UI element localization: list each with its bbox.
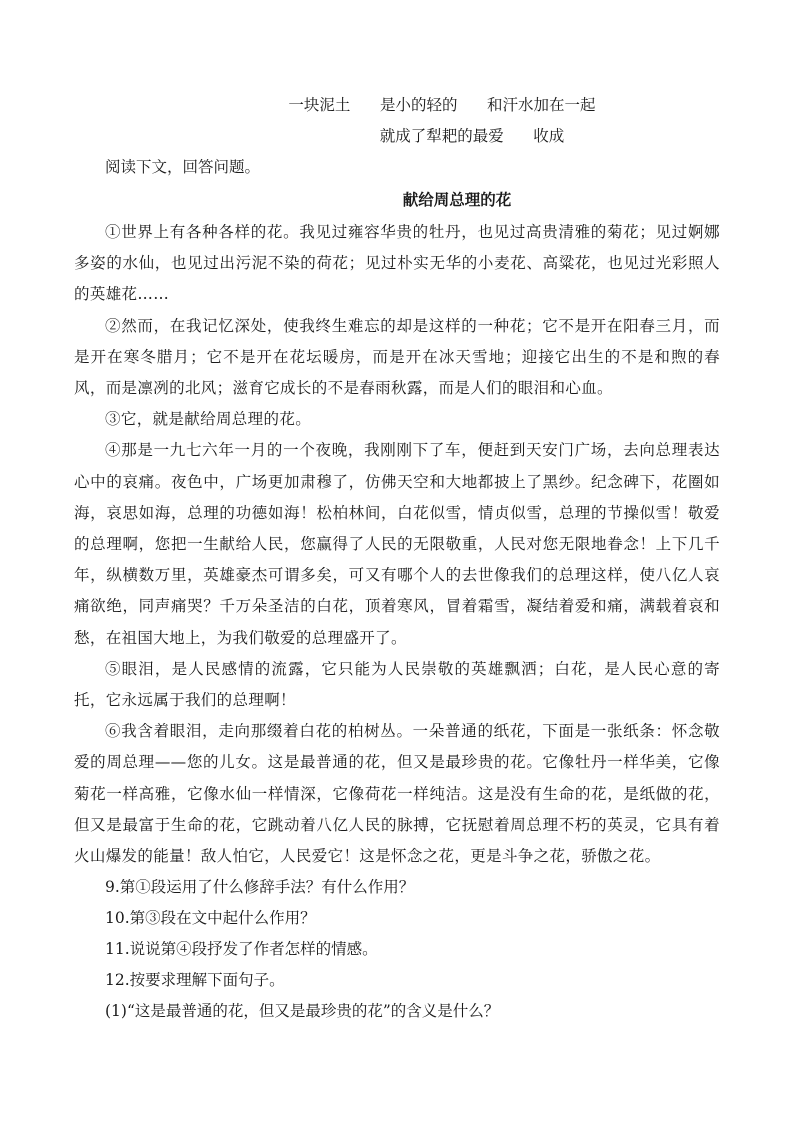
question-9: 9.第①段运用了什么修辞手法？有什么作用？ xyxy=(105,878,415,897)
paragraph-3: ③它，就是献给周总理的花。 xyxy=(105,410,312,429)
paragraph-1: ①世界上有各种各样的花。我见过雍容华贵的牡丹，也见过高贵清雅的菊花；见过婀娜多姿的水仙，也见过出污泥不染的荷花；见过朴实无华的小麦花、高粱花，也见过光彩照人的英雄花…… xyxy=(74,223,720,304)
paragraph-6: ⑥我含着眼泪，走向那缀着白花的柏树丛。一朵普通的纸花，下面是一张纸条：怀念敬爱的周总理——您的儿女。这是最普通的花，但又是最珍贵的花。它像牡丹一样华美，它像菊花一样高雅，它像水仙一样情深，它像荷花一样纯洁。这是没有生命的花，是纸做的花，但又是最富于生命的花，它跳动着八亿人民的脉搏，它抚慰着周总理不朽的英灵，它具有着火山爆发的能量！敌人怕它，人民爱它！这是怀念之花，更是斗争之花，骄傲之花。 xyxy=(74,722,720,866)
paragraph-2: ②然而，在我记忆深处，使我终生难忘的却是这样的一种花；它不是开在阳春三月，而是开在寒冬腊月；它不是开在花坛暖房，而是开在冰天雪地；迎接它出生的不是和煦的春风，而是凛冽的北风；滋育它成长的不是春雨秋露，而是人们的眼泪和心血。 xyxy=(74,316,720,398)
question-10: 10.第③段在文中起什么作用？ xyxy=(105,909,316,928)
poem-line-2: 就成了犁耙的最爱 收成 xyxy=(379,127,565,145)
poem-line-1: 一块泥土 是小的轻的 和汗水加在一起 xyxy=(288,96,596,114)
reading-instruction: 阅读下文，回答问题。 xyxy=(105,158,261,176)
document-page xyxy=(74,90,720,1027)
article-title: 献给周总理的花 xyxy=(402,191,512,209)
question-12: 12.按要求理解下面句子。 xyxy=(105,971,285,990)
question-12-sub-1: (1)“这是最普通的花，但又是最珍贵的花”的含义是什么？ xyxy=(105,1002,500,1021)
paragraph-4: ④那是一九七六年一月的一个夜晚，我刚刚下了车，便赶到天安门广场，去向总理表达心中的哀痛。夜色中，广场更加肃穆了，仿佛天空和大地都披上了黑纱。纪念碑下，花圈如海，哀思如海，总理的功德如海！松柏林间，白花似雪，情贞似雪，总理的节操似雪！敬爱的总理啊，您把一生献给人民，您赢得了人民的无限敬重，人民对您无限地眷念！上下几千年，纵横数万里，英雄豪杰可谓多矣，可又有哪个人的去世像我们的总理这样，使八亿人哀痛欲绝，同声痛哭？千万朵圣洁的白花，顶着寒风，冒着霜雪，凝结着爱和痛，满载着哀和愁，在祖国大地上，为我们敬爱的总理盛开了。 xyxy=(74,441,720,647)
question-11: 11.说说第④段抒发了作者怎样的情感。 xyxy=(105,940,378,959)
paragraph-5: ⑤眼泪，是人民感情的流露，它只能为人民崇敬的英雄飘洒；白花，是人民心意的寄托，它永远属于我们的总理啊！ xyxy=(74,659,720,710)
